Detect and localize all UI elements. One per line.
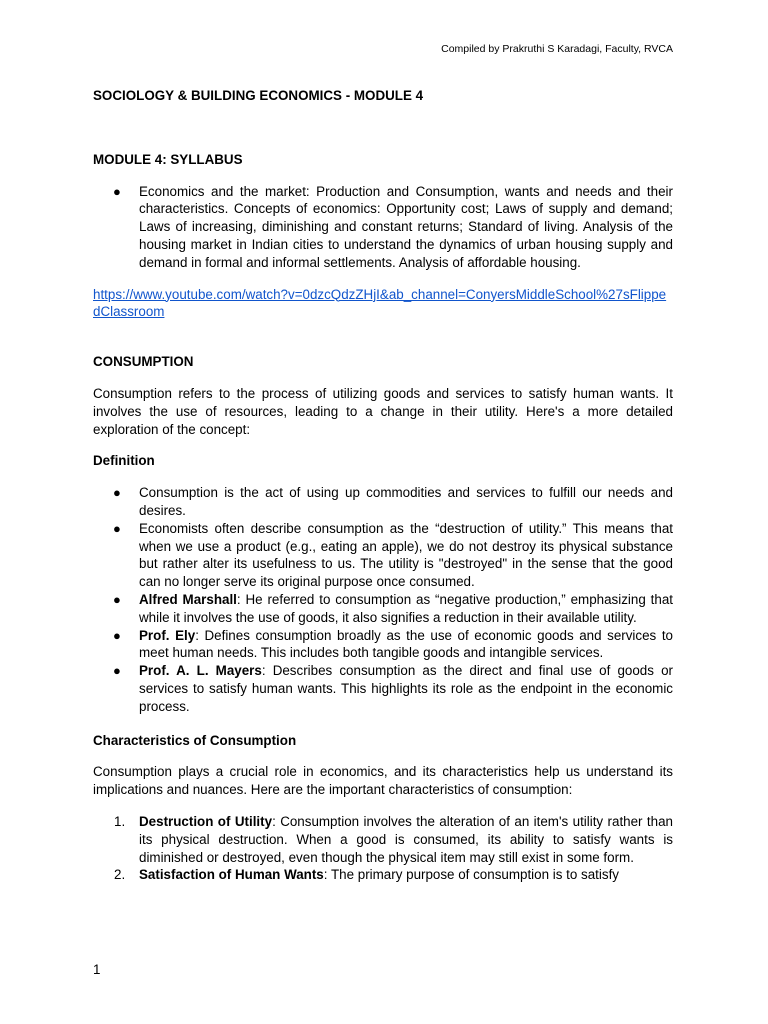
document-content [93,87,673,884]
list-item [93,627,673,663]
video-link[interactable]: https://www.youtube.com/watch?v=0dzcQdzZHjI&ab_channel=ConyersMiddleSchool%27sFlippedClassroom [93,286,667,320]
characteristics-intro: Consumption plays a crucial role in economics, and its characteristics help us understand its implications and nuances. Here are the important characteristics of consumption: [93,764,673,798]
definition-list [93,484,673,715]
characteristic-term: Satisfaction of Human Wants [139,867,324,883]
definition-text: : Defines consumption broadly as the use of economic goods and services to meet human needs. This includes both tangible goods and intangible services. [139,627,673,661]
bullet-icon: ● [113,485,121,501]
syllabus-list [93,183,673,272]
bullet-icon: ● [113,183,121,199]
compiled-by-note: Compiled by Prakruthi S Karadagi, Faculty, RVCA [441,43,673,55]
consumption-heading: CONSUMPTION [93,354,194,370]
definition-term: Prof. A. L. Mayers [139,663,262,679]
definition-text: Economists often describe consumption as the “destruction of utility.” This means that when we use a product (e.g., eating an apple), we do not destroy its physical substance but rather alter its usefulness to us. The utility is "destroyed" in the sense that the good can no longer serve its original purpose once consumed. [139,520,673,590]
list-item [93,866,673,884]
definition-term: Alfred Marshall [139,591,237,607]
characteristic-term: Destruction of Utility [139,813,273,829]
syllabus-item-text: Economics and the market: Production and Consumption, wants and needs and their characteristics. Concepts of economics: Opportunity cost; Laws of supply and demand; Laws of increasing, diminishing and constant returns; Standard of living. Analysis of the housing market in Indian cities to understand the dynamics of urban housing supply and demand in formal and informal settlements. Analysis of affordable housing. [139,183,673,270]
list-item [93,591,673,627]
list-item [93,520,673,591]
bullet-icon: ● [113,520,121,536]
list-item [93,662,673,715]
syllabus-heading: MODULE 4: SYLLABUS [93,151,243,167]
characteristics-heading: Characteristics of Consumption [93,732,297,748]
syllabus-item [93,183,673,272]
characteristics-list [93,813,673,884]
list-number: 2. [114,867,126,883]
definition-text: Consumption is the act of using up commodities and services to fulfill our needs and desires. [139,485,673,518]
bullet-icon: ● [113,663,121,679]
definition-heading: Definition [93,453,155,469]
definition-text: : He referred to consumption as “negative production,” emphasizing that while it involves the use of goods, it also signifies a reduction in their available utility. [139,591,673,625]
characteristic-text: : Consumption involves the alteration of an item's utility rather than its physical destruction. When a good is consumed, its ability to satisfy wants is diminished or destroyed, even though the physical item may still exist in some form. [139,813,673,865]
bullet-icon: ● [113,627,121,643]
characteristic-text: : The primary purpose of consumption is to satisfy [323,867,619,883]
definition-term: Prof. Ely [139,627,196,643]
consumption-intro: Consumption refers to the process of utilizing goods and services to satisfy human wants. It involves the use of resources, leading to a change in their utility. Here's a more detailed exploration of the concept: [93,385,673,437]
document-title: SOCIOLOGY & BUILDING ECONOMICS - MODULE 4 [93,88,424,103]
bullet-icon: ● [113,591,121,607]
list-number: 1. [114,813,126,829]
list-item [93,484,673,520]
definition-text: : Describes consumption as the direct and final use of goods or services to satisfy human wants. This highlights its role as the endpoint in the economic process. [139,663,673,714]
list-item [93,813,673,866]
page-number: 1 [93,962,101,977]
